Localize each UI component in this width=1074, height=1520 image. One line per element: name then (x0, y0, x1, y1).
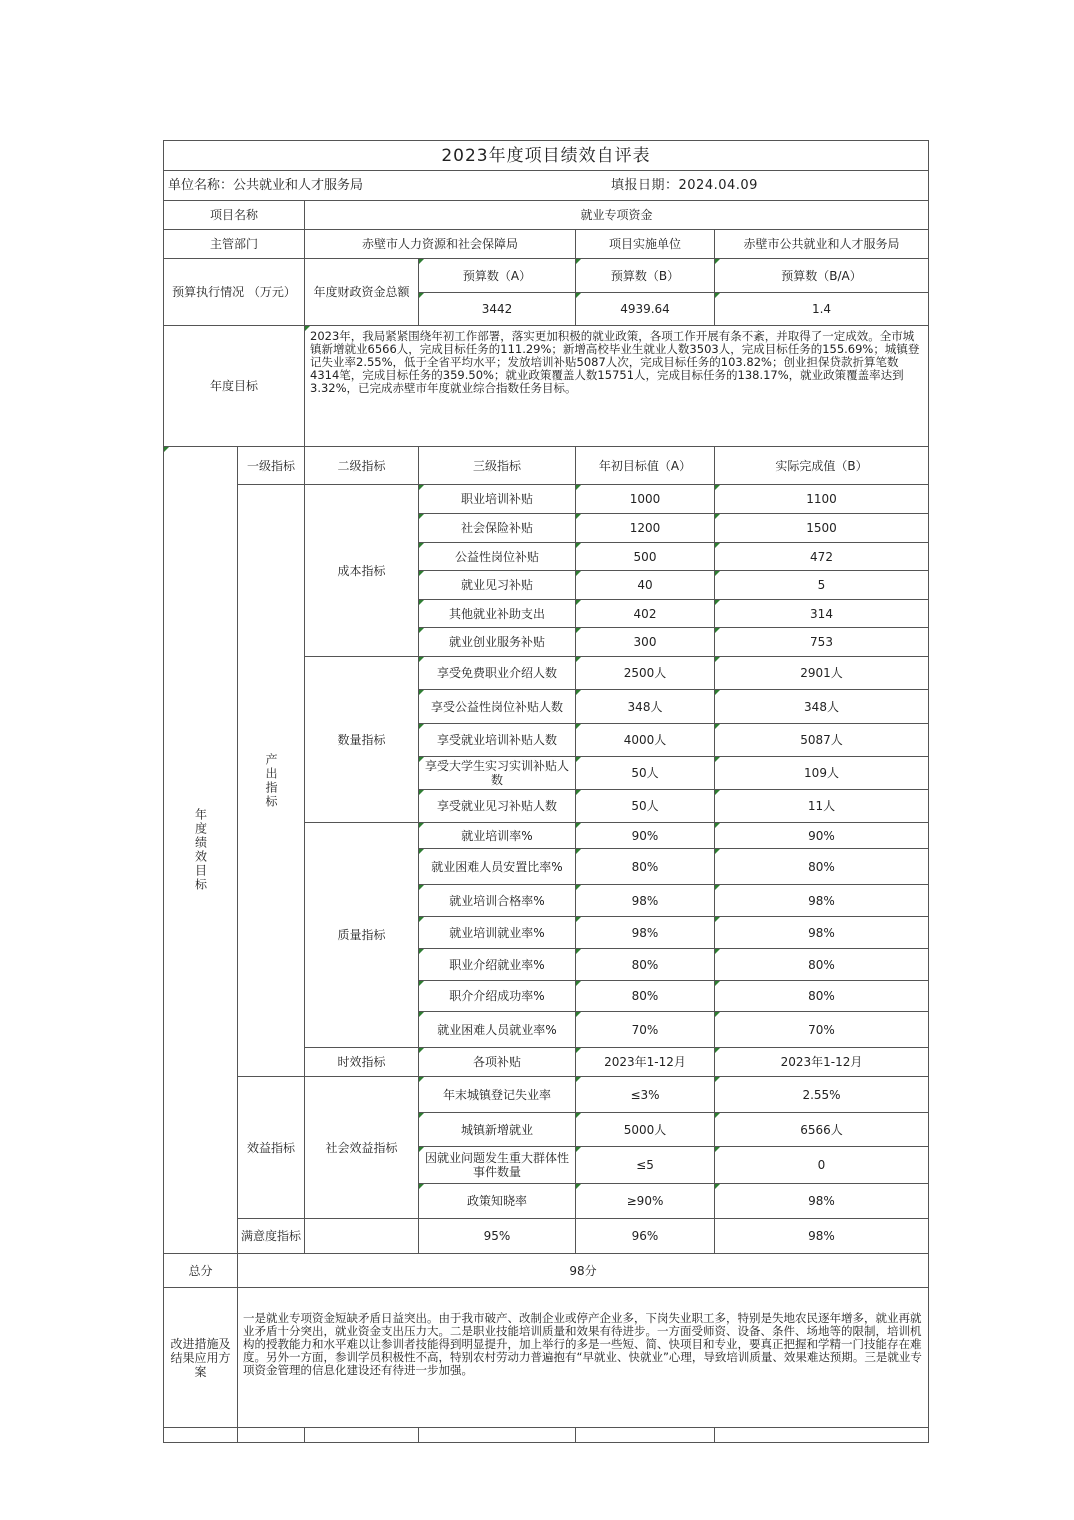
blank-cell (575, 1427, 715, 1443)
cost-row-name: 职业培训补贴 (418, 484, 576, 514)
timeliness-row-name: 各项补贴 (418, 1047, 576, 1077)
output-indicator-label: 产出指标 (237, 484, 305, 1077)
social-benefit-label: 社会效益指标 (304, 1076, 419, 1219)
cost-row-target: 1200 (575, 513, 715, 543)
quality-row-target: 80% (575, 980, 715, 1012)
quantity-indicator-label: 数量指标 (304, 656, 419, 823)
quantity-row-actual: 2901人 (714, 656, 929, 690)
cost-row-name: 其他就业补助支出 (418, 599, 576, 628)
impl-unit-value: 赤壁市公共就业和人才服务局 (714, 229, 929, 259)
quality-row-target: 80% (575, 848, 715, 885)
header-level1: 一级指标 (237, 446, 305, 485)
social-row-target: ≤5 (575, 1146, 715, 1184)
satisfaction-c3: 96% (575, 1218, 715, 1254)
cost-row-actual: 5 (714, 570, 929, 600)
quality-row-name: 就业困难人员安置比率% (418, 848, 576, 885)
cost-row-target: 40 (575, 570, 715, 600)
quality-row-actual: 98% (714, 916, 929, 949)
header-target: 年初目标值（A） (575, 446, 715, 485)
social-row-name: 年末城镇登记失业率 (418, 1076, 576, 1113)
blank-cell (418, 1427, 576, 1443)
quality-row-name: 就业困难人员就业率% (418, 1011, 576, 1048)
social-row-target: ≥90% (575, 1183, 715, 1219)
cost-indicator-label: 成本指标 (304, 484, 419, 657)
blank-cell (163, 1427, 238, 1443)
cost-row-target: 300 (575, 627, 715, 657)
satisfaction-label: 满意度指标 (237, 1218, 305, 1254)
quality-row-target: 70% (575, 1011, 715, 1048)
quality-row-name: 就业培训合格率% (418, 884, 576, 917)
social-row-name: 政策知晓率 (418, 1183, 576, 1219)
improvement-text: 一是就业专项资金短缺矛盾日益突出。由于我市破产、改制企业或停产企业多，下岗失业职工多，特别是失地农民逐年增多，就业再就业矛盾十分突出，就业资金支出压力大。二是职业技能培训质量和效果有待进步。一方面受师资、设备、条件、场地等的限制，培训机构的授教能力和水平难以让参训者技能得到明显提升，加上举行的多是一些短、简、快项目和专业，要真正把握和学精一门技能存在难度。另外一方面，参训学员积极性不高，特别农村劳动力普遍抱有“早就业、快就业”心理，导致培训质量、效果难达预期。三是就业专项资金管理的信息化建设还有待进一步加强。 (237, 1287, 929, 1428)
dept-value: 赤壁市人力资源和社会保障局 (304, 229, 576, 259)
social-row-actual: 0 (714, 1146, 929, 1184)
quality-row-actual: 80% (714, 948, 929, 981)
cost-row-actual: 1100 (714, 484, 929, 514)
social-row-target: ≤3% (575, 1076, 715, 1113)
social-row-actual: 6566人 (714, 1112, 929, 1147)
unit-name: 单位名称：公共就业和人才服务局 (168, 177, 364, 193)
dept-label: 主管部门 (163, 229, 305, 259)
annual-goal-text: 2023年，我局紧紧围绕年初工作部署，落实更加积极的就业政策，各项工作开展有条不紊，并取得了一定成效。全市城镇新增就业6566人，完成目标任务的111.29%；新增高校毕业生就业人数3503人，完成目标任务的155.69%；城镇登记失业率2.55%，低于全省平均水平；发放培训补贴5087人次，完成目标任务的103.82%；创业担保贷款折算笔数4314笔，完成目标任务的359.50%；就业政策覆盖人数15751人，完成目标任务的138.17%，就业政策覆盖率达到3.32%，已完成赤壁市年度就业综合指数任务目标。 (304, 325, 929, 447)
quantity-row-target: 2500人 (575, 656, 715, 690)
table-title: 2023年度项目绩效自评表 (163, 140, 929, 171)
cost-row-actual: 472 (714, 542, 929, 571)
cost-row-target: 500 (575, 542, 715, 571)
performance-evaluation-table (163, 140, 929, 1443)
quantity-row-actual: 109人 (714, 756, 929, 790)
cost-row-name: 社会保险补贴 (418, 513, 576, 543)
blank-cell (714, 1427, 929, 1443)
quantity-row-name: 享受就业培训补贴人数 (418, 723, 576, 757)
quality-row-target: 98% (575, 916, 715, 949)
budget-val-ratio: 1.4 (714, 292, 929, 326)
quantity-row-actual: 11人 (714, 789, 929, 823)
quality-row-target: 98% (575, 884, 715, 917)
quantity-row-target: 50人 (575, 789, 715, 823)
cost-row-actual: 753 (714, 627, 929, 657)
blank-cell (304, 1427, 419, 1443)
quantity-row-target: 4000人 (575, 723, 715, 757)
timeliness-indicator-label: 时效指标 (304, 1047, 419, 1077)
social-row-name: 因就业问题发生重大群体性事件数量 (418, 1146, 576, 1184)
budget-col-b: 预算数（B） (575, 258, 715, 293)
quality-row-name: 就业培训率% (418, 822, 576, 849)
budget-label: 预算执行情况 （万元） (163, 258, 305, 326)
cost-row-name: 就业见习补贴 (418, 570, 576, 600)
quality-row-target: 90% (575, 822, 715, 849)
cost-row-target: 1000 (575, 484, 715, 514)
satisfaction-c4: 98% (714, 1218, 929, 1254)
budget-val-a: 3442 (418, 292, 576, 326)
timeliness-row-actual: 2023年1-12月 (714, 1047, 929, 1077)
fiscal-fund-label: 年度财政资金总额 (304, 258, 419, 326)
header-level2: 二级指标 (304, 446, 419, 485)
blank-cell (237, 1427, 305, 1443)
quantity-row-name: 享受公益性岗位补贴人数 (418, 689, 576, 724)
quality-row-actual: 80% (714, 848, 929, 885)
total-value: 98分 (237, 1253, 929, 1288)
social-row-actual: 98% (714, 1183, 929, 1219)
quality-row-actual: 90% (714, 822, 929, 849)
satisfaction-c2: 95% (418, 1218, 576, 1254)
quality-row-actual: 98% (714, 884, 929, 917)
social-row-name: 城镇新增就业 (418, 1112, 576, 1147)
quality-row-name: 职业介绍就业率% (418, 948, 576, 981)
annual-goal-label: 年度目标 (163, 325, 305, 447)
improvement-label: 改进措施及结果应用方案 (163, 1287, 238, 1428)
project-name-label: 项目名称 (163, 200, 305, 230)
quantity-row-name: 享受免费职业介绍人数 (418, 656, 576, 690)
quality-row-name: 就业培训就业率% (418, 916, 576, 949)
quantity-row-name: 享受大学生实习实训补贴人数 (418, 756, 576, 790)
cost-row-actual: 314 (714, 599, 929, 628)
quality-row-target: 80% (575, 948, 715, 981)
quantity-row-actual: 5087人 (714, 723, 929, 757)
budget-col-ratio: 预算数（B/A） (714, 258, 929, 293)
satisfaction-empty (304, 1218, 419, 1254)
project-name-value: 就业专项资金 (304, 200, 929, 230)
cost-row-target: 402 (575, 599, 715, 628)
benefit-indicator-label: 效益指标 (237, 1076, 305, 1219)
quantity-row-target: 50人 (575, 756, 715, 790)
cost-row-name: 就业创业服务补贴 (418, 627, 576, 657)
quality-row-name: 职介介绍成功率% (418, 980, 576, 1012)
quantity-row-actual: 348人 (714, 689, 929, 724)
budget-val-b: 4939.64 (575, 292, 715, 326)
report-date: 填报日期：2024.04.09 (611, 177, 758, 193)
cost-row-actual: 1500 (714, 513, 929, 543)
quantity-row-target: 348人 (575, 689, 715, 724)
quality-row-actual: 80% (714, 980, 929, 1012)
quality-indicator-label: 质量指标 (304, 822, 419, 1048)
cost-row-name: 公益性岗位补贴 (418, 542, 576, 571)
social-row-actual: 2.55% (714, 1076, 929, 1113)
quality-row-actual: 70% (714, 1011, 929, 1048)
header-actual: 实际完成值（B） (714, 446, 929, 485)
total-label: 总分 (163, 1253, 238, 1288)
header-row (163, 170, 929, 201)
performance-section-label: 年度绩效目标 (163, 446, 238, 1254)
header-level3: 三级指标 (418, 446, 576, 485)
quantity-row-name: 享受就业见习补贴人数 (418, 789, 576, 823)
budget-col-a: 预算数（A） (418, 258, 576, 293)
timeliness-row-target: 2023年1-12月 (575, 1047, 715, 1077)
impl-unit-label: 项目实施单位 (575, 229, 715, 259)
social-row-target: 5000人 (575, 1112, 715, 1147)
